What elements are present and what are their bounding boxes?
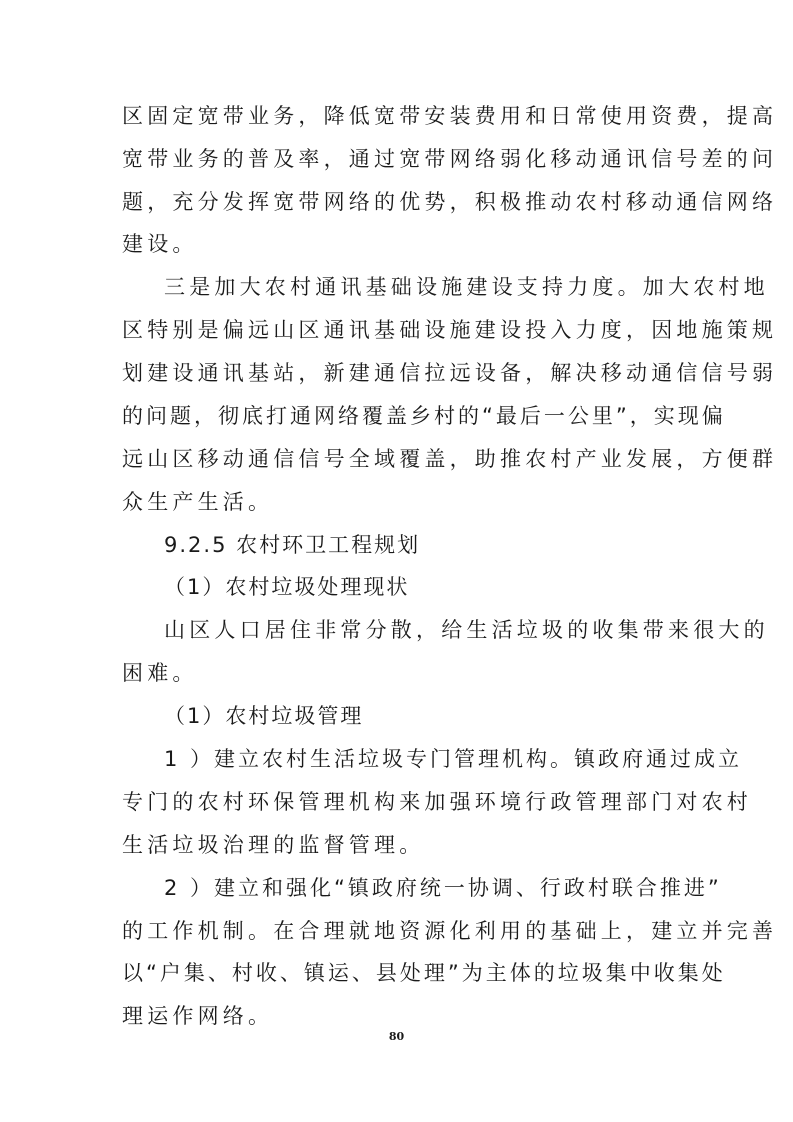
paragraph-line: 理运作网络。: [122, 1004, 274, 1028]
paragraph-line: 宽带业务的普及率，通过宽带网络弱化移动通讯信号差的问: [122, 147, 778, 171]
paragraph-line: 2 ）建立和强化“镇政府统一协调、行政村联合推进”: [164, 876, 722, 900]
paragraph-line: 建设。: [122, 232, 198, 256]
paragraph-line: 远山区移动通信信号全域覆盖，助推农村产业发展，方便群: [122, 447, 778, 471]
paragraph-line: 区固定宽带业务，降低宽带安装费用和日常使用资费，提高: [122, 104, 778, 128]
paragraph-line: 山区人口居住非常分散，给生活垃圾的收集带来很大的: [164, 618, 769, 642]
paragraph-line: 众生产生活。: [122, 490, 274, 514]
paragraph-line: 区特别是偏远山区通讯基础设施建设投入力度，因地施策规: [122, 318, 778, 342]
paragraph-line: 生活垃圾治理的监督管理。: [122, 833, 425, 857]
paragraph-line: 困难。: [122, 661, 198, 685]
subheading: （1）农村垃圾处理现状: [164, 575, 410, 599]
paragraph-line: 的工作机制。在合理就地资源化利用的基础上，建立并完善: [122, 919, 778, 943]
paragraph-line: 划建设通讯基站，新建通信拉远设备，解决移动通信信号弱: [122, 361, 778, 385]
section-heading: 9.2.5 农村环卫工程规划: [164, 533, 421, 557]
subheading: （1）农村垃圾管理: [164, 704, 364, 728]
paragraph-line: 以“户集、村收、镇运、县处理”为主体的垃圾集中收集处: [122, 961, 726, 985]
paragraph-line: 1 ）建立农村生活垃圾专门管理机构。镇政府通过成立: [164, 747, 743, 771]
paragraph-line: 题，充分发挥宽带网络的优势，积极推动农村移动通信网络: [122, 190, 778, 214]
paragraph-line: 三是加大农村通讯基础设施建设支持力度。加大农村地: [164, 275, 769, 299]
page-number: 80: [388, 1030, 405, 1043]
paragraph-line: 专门的农村环保管理机构来加强环境行政管理部门对农村: [122, 790, 752, 814]
paragraph-line: 的问题，彻底打通网络覆盖乡村的“最后一公里”，实现偏: [122, 404, 726, 428]
